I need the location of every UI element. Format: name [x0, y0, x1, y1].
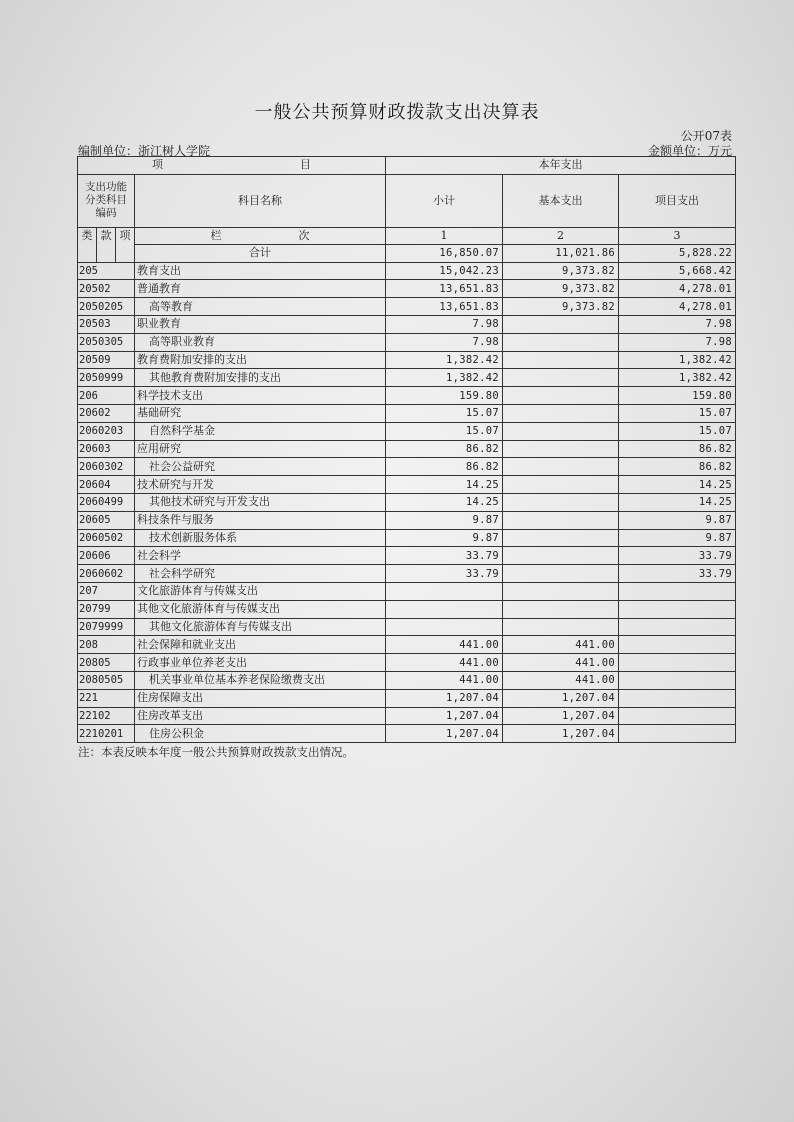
- row-subtotal: [386, 618, 503, 636]
- row-basic: [503, 351, 619, 369]
- table-row: [78, 725, 736, 743]
- row-subtotal: 7.98: [386, 333, 503, 351]
- row-subtotal: 15.07: [386, 404, 503, 422]
- row-name: 行政事业单位养老支出: [135, 654, 386, 672]
- row-project: 7.98: [619, 333, 736, 351]
- row-name: 技术研究与开发: [135, 476, 386, 494]
- row-project: 9.87: [619, 511, 736, 529]
- table-note: 注：本表反映本年度一般公共预算财政拨款支出情况。: [78, 745, 354, 759]
- row-basic: [503, 387, 619, 405]
- row-code: 2050205: [78, 298, 135, 316]
- document-title: 一般公共预算财政拨款支出决算表: [254, 102, 540, 123]
- item-header-right: 目: [300, 158, 311, 172]
- row-subtotal: 7.98: [386, 315, 503, 333]
- row-subtotal: 441.00: [386, 654, 503, 672]
- row-code: 2060499: [78, 493, 135, 511]
- row-code: 20605: [78, 511, 135, 529]
- row-basic: 441.00: [503, 654, 619, 672]
- row-project: 33.79: [619, 565, 736, 583]
- row-subtotal: 1,207.04: [386, 689, 503, 707]
- row-code: 2050999: [78, 369, 135, 387]
- row-project: 86.82: [619, 440, 736, 458]
- ci-label: 次: [298, 228, 310, 242]
- table-row: [78, 387, 736, 405]
- row-name: 社会公益研究: [135, 458, 386, 476]
- column-index-1: 1: [386, 227, 503, 244]
- row-name: 基础研究: [135, 404, 386, 422]
- row-name: 技术创新服务体系: [135, 529, 386, 547]
- row-name: 机关事业单位基本养老保险缴费支出: [135, 671, 386, 689]
- row-subtotal: 1,382.42: [386, 369, 503, 387]
- name-header: 科目名称: [135, 174, 386, 227]
- row-basic: [503, 404, 619, 422]
- table-row: [78, 493, 736, 511]
- table-row: [78, 262, 736, 280]
- table-row: [78, 689, 736, 707]
- xiang-label: 项: [119, 228, 131, 242]
- table-row: [78, 565, 736, 583]
- row-code: 2210201: [78, 725, 135, 743]
- table-row: [78, 440, 736, 458]
- row-subtotal: 14.25: [386, 493, 503, 511]
- row-name: 普通教育: [135, 280, 386, 298]
- table-row: [78, 636, 736, 654]
- row-code: 2060602: [78, 565, 135, 583]
- row-project: 5,668.42: [619, 262, 736, 280]
- row-basic: 1,207.04: [503, 689, 619, 707]
- table-body: [78, 262, 736, 743]
- row-basic: [503, 422, 619, 440]
- row-subtotal: [386, 600, 503, 618]
- row-code: 20603: [78, 440, 135, 458]
- row-project: 1,382.42: [619, 369, 736, 387]
- row-code: 2080505: [78, 671, 135, 689]
- row-project: [619, 600, 736, 618]
- table-row: [78, 458, 736, 476]
- row-subtotal: 86.82: [386, 458, 503, 476]
- row-project: [619, 582, 736, 600]
- header-row-1: [78, 157, 736, 175]
- column-index-label: [135, 227, 386, 244]
- row-basic: 9,373.82: [503, 262, 619, 280]
- item-header-left: 项: [152, 158, 163, 172]
- row-project: 15.07: [619, 422, 736, 440]
- row-subtotal: 1,207.04: [386, 707, 503, 725]
- basic-header: 基本支出: [503, 174, 619, 227]
- row-project: [619, 654, 736, 672]
- row-name: 教育费附加安排的支出: [135, 351, 386, 369]
- row-code: 206: [78, 387, 135, 405]
- row-basic: [503, 476, 619, 494]
- row-project: [619, 618, 736, 636]
- row-basic: 441.00: [503, 671, 619, 689]
- header-row-2: [78, 174, 736, 227]
- table-row: [78, 511, 736, 529]
- row-project: 1,382.42: [619, 351, 736, 369]
- row-subtotal: 1,382.42: [386, 351, 503, 369]
- table-row: [78, 369, 736, 387]
- lan-label: 栏: [210, 228, 222, 242]
- total-row: [78, 244, 736, 262]
- row-project: 4,278.01: [619, 280, 736, 298]
- row-code: 208: [78, 636, 135, 654]
- row-subtotal: 15,042.23: [386, 262, 503, 280]
- column-index-3: 3: [619, 227, 736, 244]
- row-subtotal: 1,207.04: [386, 725, 503, 743]
- row-code: 20502: [78, 280, 135, 298]
- table-row: [78, 707, 736, 725]
- row-basic: [503, 511, 619, 529]
- table-row: [78, 654, 736, 672]
- row-subtotal: 86.82: [386, 440, 503, 458]
- column-index-2: 2: [503, 227, 619, 244]
- total-basic: 11,021.86: [503, 244, 619, 262]
- total-project: 5,828.22: [619, 244, 736, 262]
- row-project: [619, 707, 736, 725]
- row-project: 15.07: [619, 404, 736, 422]
- row-code: 207: [78, 582, 135, 600]
- lei-kuan-xiang-header: [78, 227, 135, 262]
- row-basic: [503, 333, 619, 351]
- row-code: 20606: [78, 547, 135, 565]
- row-basic: 9,373.82: [503, 298, 619, 316]
- row-subtotal: 14.25: [386, 476, 503, 494]
- row-subtotal: 441.00: [386, 671, 503, 689]
- row-code: 20799: [78, 600, 135, 618]
- row-basic: [503, 582, 619, 600]
- table-row: [78, 618, 736, 636]
- row-subtotal: 13,651.83: [386, 298, 503, 316]
- row-basic: [503, 369, 619, 387]
- row-code: 22102: [78, 707, 135, 725]
- row-basic: 9,373.82: [503, 280, 619, 298]
- current-year-header: 本年支出: [386, 157, 736, 175]
- row-basic: [503, 493, 619, 511]
- item-header: [78, 157, 386, 175]
- table-row: [78, 422, 736, 440]
- row-subtotal: 441.00: [386, 636, 503, 654]
- row-name: 高等职业教育: [135, 333, 386, 351]
- row-name: 职业教育: [135, 315, 386, 333]
- row-project: 9.87: [619, 529, 736, 547]
- row-basic: [503, 618, 619, 636]
- row-code: 2060502: [78, 529, 135, 547]
- row-project: [619, 725, 736, 743]
- amount-unit: 金额单位：万元: [647, 144, 732, 158]
- row-name: 科技条件与服务: [135, 511, 386, 529]
- row-subtotal: 159.80: [386, 387, 503, 405]
- row-name: 其他文化旅游体育与传媒支出: [135, 618, 386, 636]
- table-row: [78, 298, 736, 316]
- row-project: [619, 671, 736, 689]
- row-name: 住房公积金: [135, 725, 386, 743]
- row-project: 14.25: [619, 476, 736, 494]
- table-row: [78, 404, 736, 422]
- row-subtotal: 13,651.83: [386, 280, 503, 298]
- row-basic: [503, 440, 619, 458]
- row-project: [619, 689, 736, 707]
- code-header: 支出功能分类科目编码: [78, 174, 135, 227]
- table-row: [78, 582, 736, 600]
- row-name: 应用研究: [135, 440, 386, 458]
- row-subtotal: 9.87: [386, 529, 503, 547]
- row-basic: [503, 529, 619, 547]
- row-project: 86.82: [619, 458, 736, 476]
- row-name: 住房保障支出: [135, 689, 386, 707]
- row-basic: [503, 315, 619, 333]
- row-project: 159.80: [619, 387, 736, 405]
- table-number: 公开07表: [680, 129, 732, 143]
- row-name: 其他技术研究与开发支出: [135, 493, 386, 511]
- row-basic: [503, 600, 619, 618]
- row-code: 2050305: [78, 333, 135, 351]
- subtotal-header: 小计: [386, 174, 503, 227]
- row-name: 社会科学: [135, 547, 386, 565]
- row-name: 科学技术支出: [135, 387, 386, 405]
- row-subtotal: 15.07: [386, 422, 503, 440]
- table-row: [78, 333, 736, 351]
- row-basic: [503, 458, 619, 476]
- row-code: 2060203: [78, 422, 135, 440]
- row-project: 14.25: [619, 493, 736, 511]
- table-row: [78, 671, 736, 689]
- row-subtotal: 9.87: [386, 511, 503, 529]
- row-code: 2079999: [78, 618, 135, 636]
- row-basic: [503, 565, 619, 583]
- row-project: 33.79: [619, 547, 736, 565]
- row-project: [619, 636, 736, 654]
- row-name: 教育支出: [135, 262, 386, 280]
- row-code: 20509: [78, 351, 135, 369]
- row-name: 高等教育: [135, 298, 386, 316]
- row-subtotal: 33.79: [386, 547, 503, 565]
- row-basic: 1,207.04: [503, 725, 619, 743]
- table-row: [78, 547, 736, 565]
- project-header: 项目支出: [619, 174, 736, 227]
- row-code: 20602: [78, 404, 135, 422]
- row-code: 205: [78, 262, 135, 280]
- row-code: 2060302: [78, 458, 135, 476]
- row-name: 其他教育费附加安排的支出: [135, 369, 386, 387]
- table-row: [78, 529, 736, 547]
- row-code: 20805: [78, 654, 135, 672]
- row-project: 4,278.01: [619, 298, 736, 316]
- table-row: [78, 315, 736, 333]
- row-name: 文化旅游体育与传媒支出: [135, 582, 386, 600]
- total-subtotal: 16,850.07: [386, 244, 503, 262]
- row-basic: 1,207.04: [503, 707, 619, 725]
- row-subtotal: 33.79: [386, 565, 503, 583]
- table-row: [78, 280, 736, 298]
- row-subtotal: [386, 582, 503, 600]
- row-basic: [503, 547, 619, 565]
- row-basic: 441.00: [503, 636, 619, 654]
- expenditure-table: [77, 156, 736, 743]
- table-row: [78, 600, 736, 618]
- row-name: 自然科学基金: [135, 422, 386, 440]
- lei-label: 类: [78, 228, 97, 262]
- row-code: 221: [78, 689, 135, 707]
- row-name: 住房改革支出: [135, 707, 386, 725]
- kuan-label: 款: [97, 228, 116, 262]
- row-name: 社会科学研究: [135, 565, 386, 583]
- compiling-unit: 编制单位：浙江树人学院: [78, 144, 211, 158]
- total-label: 合计: [135, 244, 386, 262]
- row-project: 7.98: [619, 315, 736, 333]
- row-name: 社会保障和就业支出: [135, 636, 386, 654]
- table-row: [78, 351, 736, 369]
- row-code: 20503: [78, 315, 135, 333]
- row-code: 20604: [78, 476, 135, 494]
- table-row: [78, 476, 736, 494]
- row-name: 其他文化旅游体育与传媒支出: [135, 600, 386, 618]
- header-row-3: [78, 227, 736, 244]
